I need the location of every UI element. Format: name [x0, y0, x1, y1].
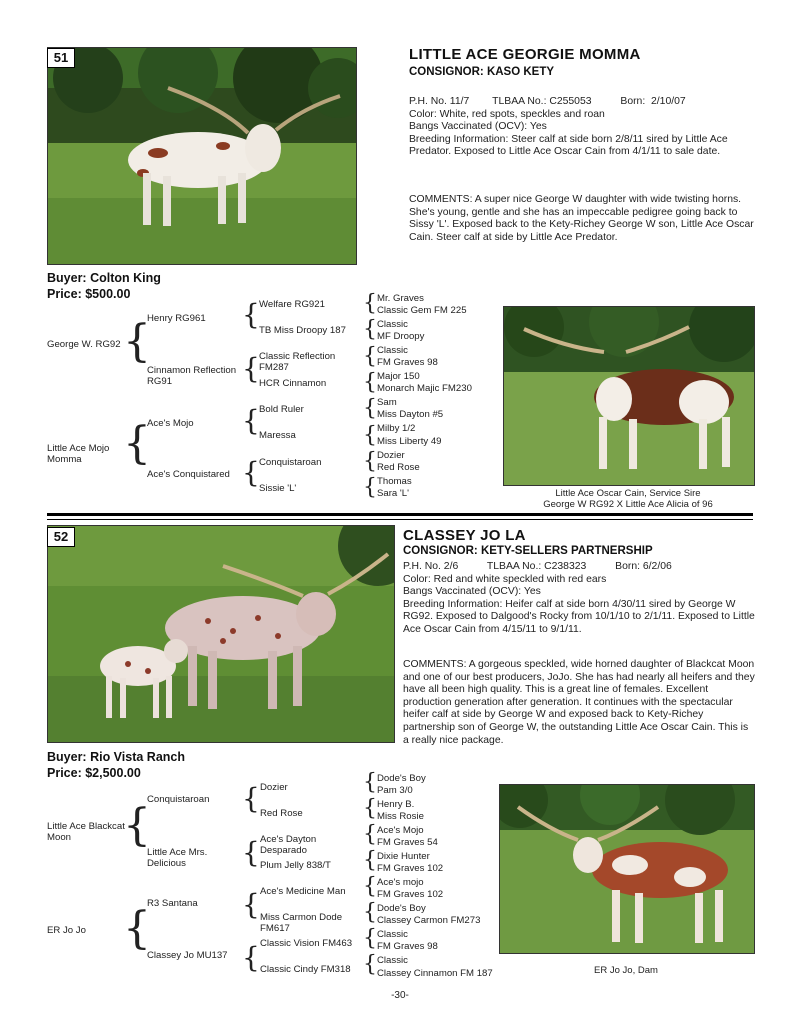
- lot-51-color: Color: White, red spots, speckles and roan: [409, 108, 605, 120]
- ped52-bracket-dam: {: [123, 903, 151, 954]
- ped51-g2-1: Henry RG961: [147, 313, 206, 324]
- ped52-bracket-g3-2: {: [363, 796, 377, 821]
- ped52-bracket-g2-3: {: [242, 888, 260, 921]
- lot-51-photo-caption: [503, 488, 753, 510]
- lot-52-details: [403, 561, 755, 637]
- ped51-g3-1: Welfare RG921: [259, 299, 325, 310]
- ped52-g3-1: Dozier: [260, 782, 288, 793]
- ped51-bracket-g2-2: {: [242, 352, 260, 385]
- ped52-g3-2: Red Rose: [260, 808, 303, 819]
- lot-51-breeding: Breeding Information: Steer calf at side born 2/8/11 sired by Little Ace Predator. Exposed to Little Ace Oscar Cain from 4/1/11 to sale date.: [409, 133, 728, 158]
- ped52-g3-4: Plum Jelly 838/T: [260, 860, 331, 871]
- ped52-dam: ER Jo Jo: [47, 925, 86, 936]
- lot-51-registration: P.H. No. 11/7 TLBAA No.: C255053 Born: 2/10/07: [409, 96, 686, 107]
- ped52-g4-5: Ace's Mojo: [377, 825, 424, 836]
- ped51-g4-10: Miss Dayton #5: [377, 409, 444, 420]
- ped52-g2-2: Little Ace Mrs. Delicious: [147, 847, 208, 869]
- ped52-g4-10: FM Graves 102: [377, 889, 444, 900]
- section-divider-thick: [47, 513, 753, 516]
- ped52-g4-1: Dode's Boy: [377, 773, 426, 784]
- ped52-bracket-g3-8: {: [363, 952, 377, 977]
- ped52-bracket-g2-4: {: [242, 941, 260, 974]
- ped52-sire: Little Ace Blackcat Moon: [47, 821, 125, 843]
- ped52-bracket-g3-5: {: [363, 874, 377, 899]
- page-number: -30-: [391, 990, 409, 1001]
- ped52-bracket-g2-1: {: [242, 782, 260, 815]
- ped52-g4-4: Miss Rosie: [377, 811, 424, 822]
- ped51-g4-11: Milby 1/2: [377, 423, 416, 434]
- lot-51-bangs: Bangs Vaccinated (OCV): Yes: [409, 121, 547, 133]
- ped51-bracket-sire: {: [123, 316, 151, 367]
- ped51-bracket-g3-5: {: [363, 396, 377, 421]
- ped51-g4-2: Classic Gem FM 225: [377, 305, 467, 316]
- ped52-g4-2: Pam 3/0: [377, 785, 413, 796]
- lot-52-buyer: Buyer: Rio Vista Ranch: [47, 750, 186, 764]
- caption-51-line-2: George W RG92 X Little Ace Alicia of 96: [543, 499, 713, 510]
- ped51-bracket-g3-2: {: [363, 317, 377, 342]
- ped51-g3-6: Maressa: [259, 430, 296, 441]
- ped52-g4-13: Classic: [377, 929, 408, 940]
- lot-51-comments: COMMENTS: A super nice George W daughter with wide twisting horns. She's young, gentle and she has an impeccable pedigree going back to Sissy 'L'. Exposed back to the Kety-Richey George W son, Little Ace Oscar Cain. Steer calf at side by Little Ace Predator.: [409, 194, 754, 243]
- lot-52-registration: P.H. No. 2/6 TLBAA No.: C238323 Born: 6/2/06: [403, 561, 672, 572]
- lot-52-comments: COMMENTS: A gorgeous speckled, wide horned daughter of Blackcat Moon and one of our best producers, JoJo. She has had nearly all heifers and they have all been high quality. This is a great line of females. Excellent production generation after generation. It continues with the spectacular heifer calf at side by George W and exposed back to Kety-Richey partnership son of George W, the outstanding Little Ace Oscar Cain. This is a really nice package.: [403, 659, 755, 746]
- ped52-g4-9: Ace's mojo: [377, 877, 424, 888]
- caption-52-line-1: ER Jo Jo, Dam: [594, 965, 658, 976]
- ped52-g2-4: Classey Jo MU137: [147, 950, 228, 961]
- ped51-bracket-g2-1: {: [242, 298, 260, 331]
- ped51-g2-2: Cinnamon Reflection RG91: [147, 365, 237, 387]
- ped52-g4-11: Dode's Boy: [377, 903, 426, 914]
- ped52-g3-5: Ace's Medicine Man: [260, 886, 346, 897]
- caption-51-line-1: Little Ace Oscar Cain, Service Sire: [555, 488, 701, 499]
- lot-number-52: 52: [47, 527, 75, 547]
- ped51-g4-4: MF Droopy: [377, 331, 425, 342]
- ped51-bracket-g3-7: {: [363, 449, 377, 474]
- ped52-g3-6: Miss Carmon Dode FM617: [260, 912, 343, 934]
- ped51-bracket-g3-3: {: [363, 344, 377, 369]
- ped51-g4-13: Dozier: [377, 450, 405, 461]
- ped51-dam: Little Ace Mojo Momma: [47, 443, 110, 465]
- lot-number-51: 51: [47, 48, 75, 68]
- ped51-g3-4: HCR Cinnamon: [259, 378, 327, 389]
- ped52-g2-3: R3 Santana: [147, 898, 198, 909]
- ped51-g4-9: Sam: [377, 397, 397, 408]
- ped51-bracket-g3-6: {: [363, 423, 377, 448]
- ped51-bracket-g3-1: {: [363, 291, 377, 316]
- lot-51-price: Price: $500.00: [47, 287, 131, 301]
- lot-51-details: [409, 96, 759, 159]
- ped52-bracket-g3-3: {: [363, 822, 377, 847]
- ped51-g3-5: Bold Ruler: [259, 404, 304, 415]
- photo-er-jo-jo: [499, 784, 755, 954]
- ped52-bracket-g3-6: {: [363, 900, 377, 925]
- ped52-bracket-g3-4: {: [363, 848, 377, 873]
- lot-51-consignor: CONSIGNOR: KASO KETY: [409, 66, 555, 78]
- ped51-g4-15: Thomas: [377, 476, 412, 487]
- ped51-bracket-g2-4: {: [242, 456, 260, 489]
- ped51-g4-12: Miss Liberty 49: [377, 436, 442, 447]
- ped51-bracket-dam: {: [123, 418, 151, 469]
- ped51-bracket-g3-4: {: [363, 370, 377, 395]
- ped51-g2-4: Ace's Conquistared: [147, 469, 230, 480]
- lot-52-title: CLASSEY JO LA: [403, 527, 526, 544]
- ped52-g3-8: Classic Cindy FM318: [260, 964, 351, 975]
- ped52-g4-12: Classey Carmon FM273: [377, 915, 481, 926]
- ped51-g4-16: Sara 'L': [377, 488, 409, 499]
- lot-52-price: Price: $2,500.00: [47, 766, 141, 780]
- lot-52-breeding: Breeding Information: Heifer calf at side born 4/30/11 sired by George W RG92. Exposed to Dalgood's Rocky from 10/1/10 to 2/1/11. Exposed to Little Ace Oscar Cain from 4/15/11 to 9/1/11.: [403, 598, 755, 635]
- ped51-g3-8: Sissie 'L': [259, 483, 297, 494]
- ped52-bracket-g3-1: {: [363, 770, 377, 795]
- ped52-bracket-g3-7: {: [363, 926, 377, 951]
- ped51-g2-3: Ace's Mojo: [147, 418, 194, 429]
- ped52-bracket-g2-2: {: [242, 836, 260, 869]
- ped51-sire: George W. RG92: [47, 339, 121, 350]
- ped52-g4-14: FM Graves 98: [377, 941, 438, 952]
- ped51-g3-3: Classic Reflection FM287: [259, 351, 336, 373]
- ped51-g4-3: Classic: [377, 319, 408, 330]
- ped51-g4-14: Red Rose: [377, 462, 420, 473]
- ped51-g3-2: TB Miss Droopy 187: [259, 325, 346, 336]
- ped52-g3-3: Ace's Dayton Desparado: [260, 834, 317, 856]
- lot-52-color: Color: Red and white speckled with red ears: [403, 573, 607, 585]
- ped51-g4-5: Classic: [377, 345, 408, 356]
- lot-52-bangs: Bangs Vaccinated (OCV): Yes: [403, 586, 541, 598]
- ped52-g3-7: Classic Vision FM463: [260, 938, 353, 949]
- ped52-g4-3: Henry B.: [377, 799, 415, 810]
- lot-52-consignor: CONSIGNOR: KETY-SELLERS PARTNERSHIP: [403, 545, 653, 557]
- ped51-bracket-g3-8: {: [363, 475, 377, 500]
- section-divider-thin: [47, 519, 753, 520]
- photo-little-ace-oscar-cain: [503, 306, 755, 486]
- ped51-g4-8: Monarch Majic FM230: [377, 383, 472, 394]
- ped52-g4-8: FM Graves 102: [377, 863, 444, 874]
- ped51-g4-1: Mr. Graves: [377, 293, 424, 304]
- lot-52-photo-caption: [499, 965, 753, 976]
- ped52-g2-1: Conquistaroan: [147, 794, 210, 805]
- ped52-g4-6: FM Graves 54: [377, 837, 438, 848]
- ped51-g3-7: Conquistaroan: [259, 457, 322, 468]
- ped51-g4-6: FM Graves 98: [377, 357, 438, 368]
- ped51-g4-7: Major 150: [377, 371, 420, 382]
- photo-classey-jo-la: [47, 525, 395, 743]
- ped52-g4-15: Classic: [377, 955, 408, 966]
- ped51-bracket-g2-3: {: [242, 404, 260, 437]
- ped52-g4-16: Classey Cinnamon FM 187: [377, 968, 493, 979]
- ped52-bracket-sire: {: [123, 800, 151, 851]
- ped52-g4-7: Dixie Hunter: [377, 851, 430, 862]
- lot-51-buyer: Buyer: Colton King: [47, 271, 161, 285]
- lot-51-title: LITTLE ACE GEORGIE MOMMA: [409, 46, 641, 63]
- photo-little-ace-georgie-momma: [47, 47, 357, 265]
